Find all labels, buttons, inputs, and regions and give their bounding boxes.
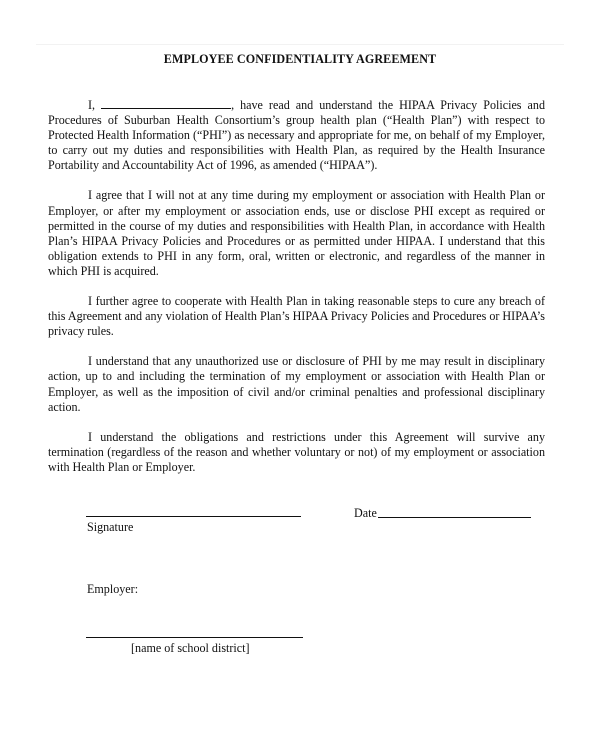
paragraph-survival: I understand the obligations and restrictions under this Agreement will survive any termination (regardless of the reason and whether voluntary or not) of my employment or association with Health Plan or Employer. [48,429,545,474]
employee-name-field[interactable] [101,97,231,109]
signature-line[interactable] [86,516,301,517]
document-title: EMPLOYEE CONFIDENTIALITY AGREEMENT [163,52,437,66]
paragraph-nondisclosure: I agree that I will not at any time during my employment or association with Health Plan or Employer, or after my employment or association ends, use or disclose PHI except as required or permitted in the course of my duties and responsibilities with Health Plan, in accordance with Health Plan’s HIPAA Privacy Policies and Procedures or as permitted under HIPAA. I understand that this obligation extends to PHI in any form, oral, written or electronic, and regardless of the manner in which PHI is acquired. [48,188,545,278]
date-label: Date [354,506,377,520]
top-divider [36,44,564,45]
agreement-body [48,97,545,490]
employer-label: Employer: [87,582,139,596]
paragraph-1-start: I, [88,98,102,112]
paragraph-1-rest: , have read and understand the HIPAA Privacy Policies and Procedures of Suburban Health Consortium’s group health plan (“Health Plan”) with respect to Protected Health Information (“PHI”) as necessary and appropriate for me, on behalf of my Employer, to carry out my duties and responsibilities with Health Plan, as required by the Health Insurance Portability and Accountability Act of 1996, as amended (“HIPAA”). [48,98,545,173]
date-line[interactable] [378,517,531,518]
school-district-label: [name of school district] [131,641,250,655]
paragraph-cooperation: I further agree to cooperate with Health Plan in taking reasonable steps to cure any breach of this Agreement and any violation of Health Plan’s HIPAA Privacy Policies and Procedures or HIPAA’s privacy rules. [48,294,545,339]
paragraph-acknowledgement [48,97,545,173]
signature-label: Signature [87,520,134,534]
paragraph-penalties: I understand that any unauthorized use or disclosure of PHI by me may result in disciplinary action, up to and including the termination of my employment or association with Health Plan or Employer, as well as the imposition of civil and/or criminal penalties and professional disciplinary action. [48,354,545,414]
employer-line[interactable] [86,637,303,638]
